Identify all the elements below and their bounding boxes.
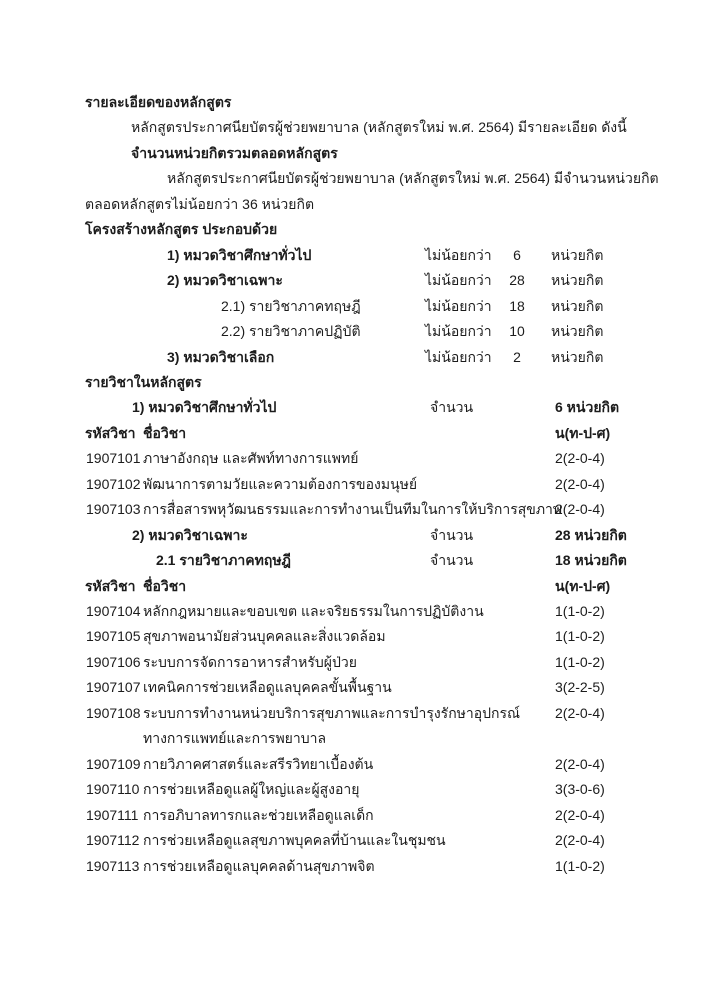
course-code: 1907112	[86, 832, 140, 849]
course-name: กายวิภาคศาสตร์และสรีรวิทยาเบื้องต้น	[143, 755, 374, 772]
course-row	[0, 831, 707, 853]
structure-row	[0, 322, 707, 344]
structure-qualifier: ไม่น้อยกว่า	[425, 297, 492, 314]
course-name: พัฒนาการตามวัยและความต้องการของมนุษย์	[143, 475, 418, 492]
column-header-code: รหัสวิชา	[85, 424, 136, 441]
section-count-label: จำนวน	[430, 552, 474, 569]
course-row	[0, 755, 707, 777]
intro-paragraph	[0, 169, 707, 191]
course-name: สุขภาพอนามัยส่วนบุคคลและสิ่งแวดล้อม	[143, 628, 386, 645]
structure-unit: หน่วยกิต	[551, 246, 604, 263]
catalog-heading-line	[0, 373, 707, 395]
section-label: 2.1 รายวิชาภาคทฤษฎี	[156, 552, 291, 569]
structure-qualifier: ไม่น้อยกว่า	[425, 246, 492, 263]
intro-paragraph	[0, 118, 707, 140]
course-credit: 2(2-0-4)	[555, 475, 605, 492]
course-name: ภาษาอังกฤษ และศัพท์ทางการแพทย์	[143, 450, 359, 467]
course-code: 1907106	[86, 653, 141, 670]
course-credit: 3(3-0-6)	[555, 781, 605, 798]
course-table-header	[0, 424, 707, 446]
course-name: การช่วยเหลือดูแลสุขภาพบุคคลที่บ้านและในชุมชน	[143, 832, 446, 849]
course-name: ระบบการจัดการอาหารสำหรับผู้ป่วย	[143, 653, 357, 670]
course-credit: 2(2-0-4)	[555, 704, 605, 721]
course-table-header	[0, 577, 707, 599]
course-section-heading	[0, 398, 707, 420]
section-label: 1) หมวดวิชาศึกษาทั่วไป	[132, 399, 277, 416]
course-row	[0, 780, 707, 802]
section-count-label: จำนวน	[430, 526, 474, 543]
structure-row	[0, 348, 707, 370]
course-row	[0, 500, 707, 522]
course-credit: 1(1-0-2)	[555, 603, 605, 619]
course-credit: 2(2-0-4)	[555, 450, 605, 467]
structure-label: 1) หมวดวิชาศึกษาทั่วไป	[167, 246, 312, 263]
structure-qualifier: ไม่น้อยกว่า	[425, 348, 492, 365]
course-name: การอภิบาลทารกและช่วยเหลือดูแลเด็ก	[143, 806, 374, 823]
course-name: การสื่อสารพหุวัฒนธรรมและการทำงานเป็นทีมในการให้บริการสุขภาพ	[143, 501, 563, 518]
course-section-heading	[0, 551, 707, 573]
course-name: เทคนิคการช่วยเหลือดูแลบุคคลขั้นพื้นฐาน	[143, 679, 392, 696]
course-code: 1907107	[86, 679, 141, 696]
section-count-label: จำนวน	[430, 399, 474, 416]
section-label: 2) หมวดวิชาเฉพาะ	[132, 526, 248, 543]
course-code: 1907111	[86, 806, 139, 823]
course-name: การช่วยเหลือดูแลบุคคลด้านสุขภาพจิต	[143, 857, 375, 874]
course-credit: 2(2-0-4)	[555, 832, 605, 849]
structure-label: 2) หมวดวิชาเฉพาะ	[167, 272, 283, 289]
structure-label: 2.2) รายวิชาภาคปฏิบัติ	[221, 323, 361, 340]
course-row	[0, 449, 707, 471]
intro-text: หลักสูตรประกาศนียบัตรผู้ช่วยพยาบาล (หลักสูตรใหม่ พ.ศ. 2564) มีรายละเอียด ดังนี้	[131, 119, 627, 136]
course-code: 1907108	[86, 704, 141, 721]
intro-paragraph	[0, 195, 707, 217]
column-header-name: ชื่อวิชา	[143, 424, 187, 441]
structure-row	[0, 297, 707, 319]
section-total-credits: 28 หน่วยกิต	[555, 526, 627, 543]
course-row-continuation	[0, 729, 707, 751]
course-name: หลักกฎหมายและขอบเขต และจริยธรรมในการปฏิบัติงาน	[143, 603, 484, 619]
structure-unit: หน่วยกิต	[551, 272, 604, 289]
structure-label: 2.1) รายวิชาภาคทฤษฎี	[221, 297, 361, 314]
course-code: 1907103	[86, 501, 141, 518]
structure-unit: หน่วยกิต	[551, 323, 604, 340]
page-title: รายละเอียดของหลักสูตร	[85, 94, 232, 110]
course-code: 1907105	[86, 628, 141, 645]
course-row	[0, 602, 707, 624]
course-code: 1907104	[86, 603, 141, 619]
structure-credits: 18	[509, 297, 525, 314]
intro-text: จำนวนหน่วยกิตรวมตลอดหลักสูตร	[131, 144, 338, 161]
structure-heading: โครงสร้างหลักสูตร ประกอบด้วย	[85, 221, 278, 237]
column-header-name: ชื่อวิชา	[143, 577, 187, 594]
structure-row	[0, 246, 707, 268]
structure-credits: 2	[513, 348, 521, 365]
intro-paragraph	[0, 144, 707, 166]
course-row	[0, 475, 707, 497]
course-name-continued: ทางการแพทย์และการพยาบาล	[143, 730, 327, 747]
course-credit: 2(2-0-4)	[555, 755, 605, 772]
course-row	[0, 857, 707, 879]
intro-text: ตลอดหลักสูตรไม่น้อยกว่า 36 หน่วยกิต	[85, 195, 315, 212]
course-row	[0, 627, 707, 649]
column-header-credit: น(ท-ป-ศ)	[555, 424, 611, 441]
course-name: ระบบการทำงานหน่วยบริการสุขภาพและการบำรุงรักษาอุปกรณ์	[143, 704, 521, 721]
structure-qualifier: ไม่น้อยกว่า	[425, 323, 492, 340]
structure-row	[0, 271, 707, 293]
course-credit: 2(2-0-4)	[555, 806, 605, 823]
structure-credits: 10	[509, 323, 525, 340]
course-code: 1907102	[86, 475, 141, 492]
course-code: 1907110	[86, 781, 140, 798]
course-code: 1907101	[86, 450, 141, 467]
course-row	[0, 678, 707, 700]
course-credit: 2(2-0-4)	[555, 501, 605, 518]
column-header-credit: น(ท-ป-ศ)	[555, 577, 611, 594]
course-credit: 3(2-2-5)	[555, 679, 605, 696]
structure-credits: 28	[509, 272, 525, 289]
course-credit: 1(1-0-2)	[555, 628, 605, 645]
course-credit: 1(1-0-2)	[555, 857, 605, 874]
structure-credits: 6	[513, 246, 521, 263]
structure-heading-line	[0, 220, 707, 242]
structure-unit: หน่วยกิต	[551, 297, 604, 314]
section-total-credits: 6 หน่วยกิต	[555, 399, 620, 416]
structure-label: 3) หมวดวิชาเลือก	[167, 348, 275, 365]
course-section-heading	[0, 526, 707, 548]
structure-unit: หน่วยกิต	[551, 348, 604, 365]
course-code: 1907113	[86, 857, 140, 874]
course-name: การช่วยเหลือดูแลผู้ใหญ่และผู้สูงอายุ	[143, 781, 360, 798]
catalog-heading: รายวิชาในหลักสูตร	[85, 374, 202, 390]
intro-text: หลักสูตรประกาศนียบัตรผู้ช่วยพยาบาล (หลักสูตรใหม่ พ.ศ. 2564) มีจำนวนหน่วยกิต	[167, 170, 659, 187]
course-row	[0, 653, 707, 675]
column-header-code: รหัสวิชา	[85, 577, 136, 594]
course-row	[0, 806, 707, 828]
course-credit: 1(1-0-2)	[555, 653, 605, 670]
section-total-credits: 18 หน่วยกิต	[555, 552, 627, 569]
structure-qualifier: ไม่น้อยกว่า	[425, 272, 492, 289]
document-title-line	[0, 93, 707, 115]
course-code: 1907109	[86, 755, 141, 772]
course-row	[0, 704, 707, 726]
